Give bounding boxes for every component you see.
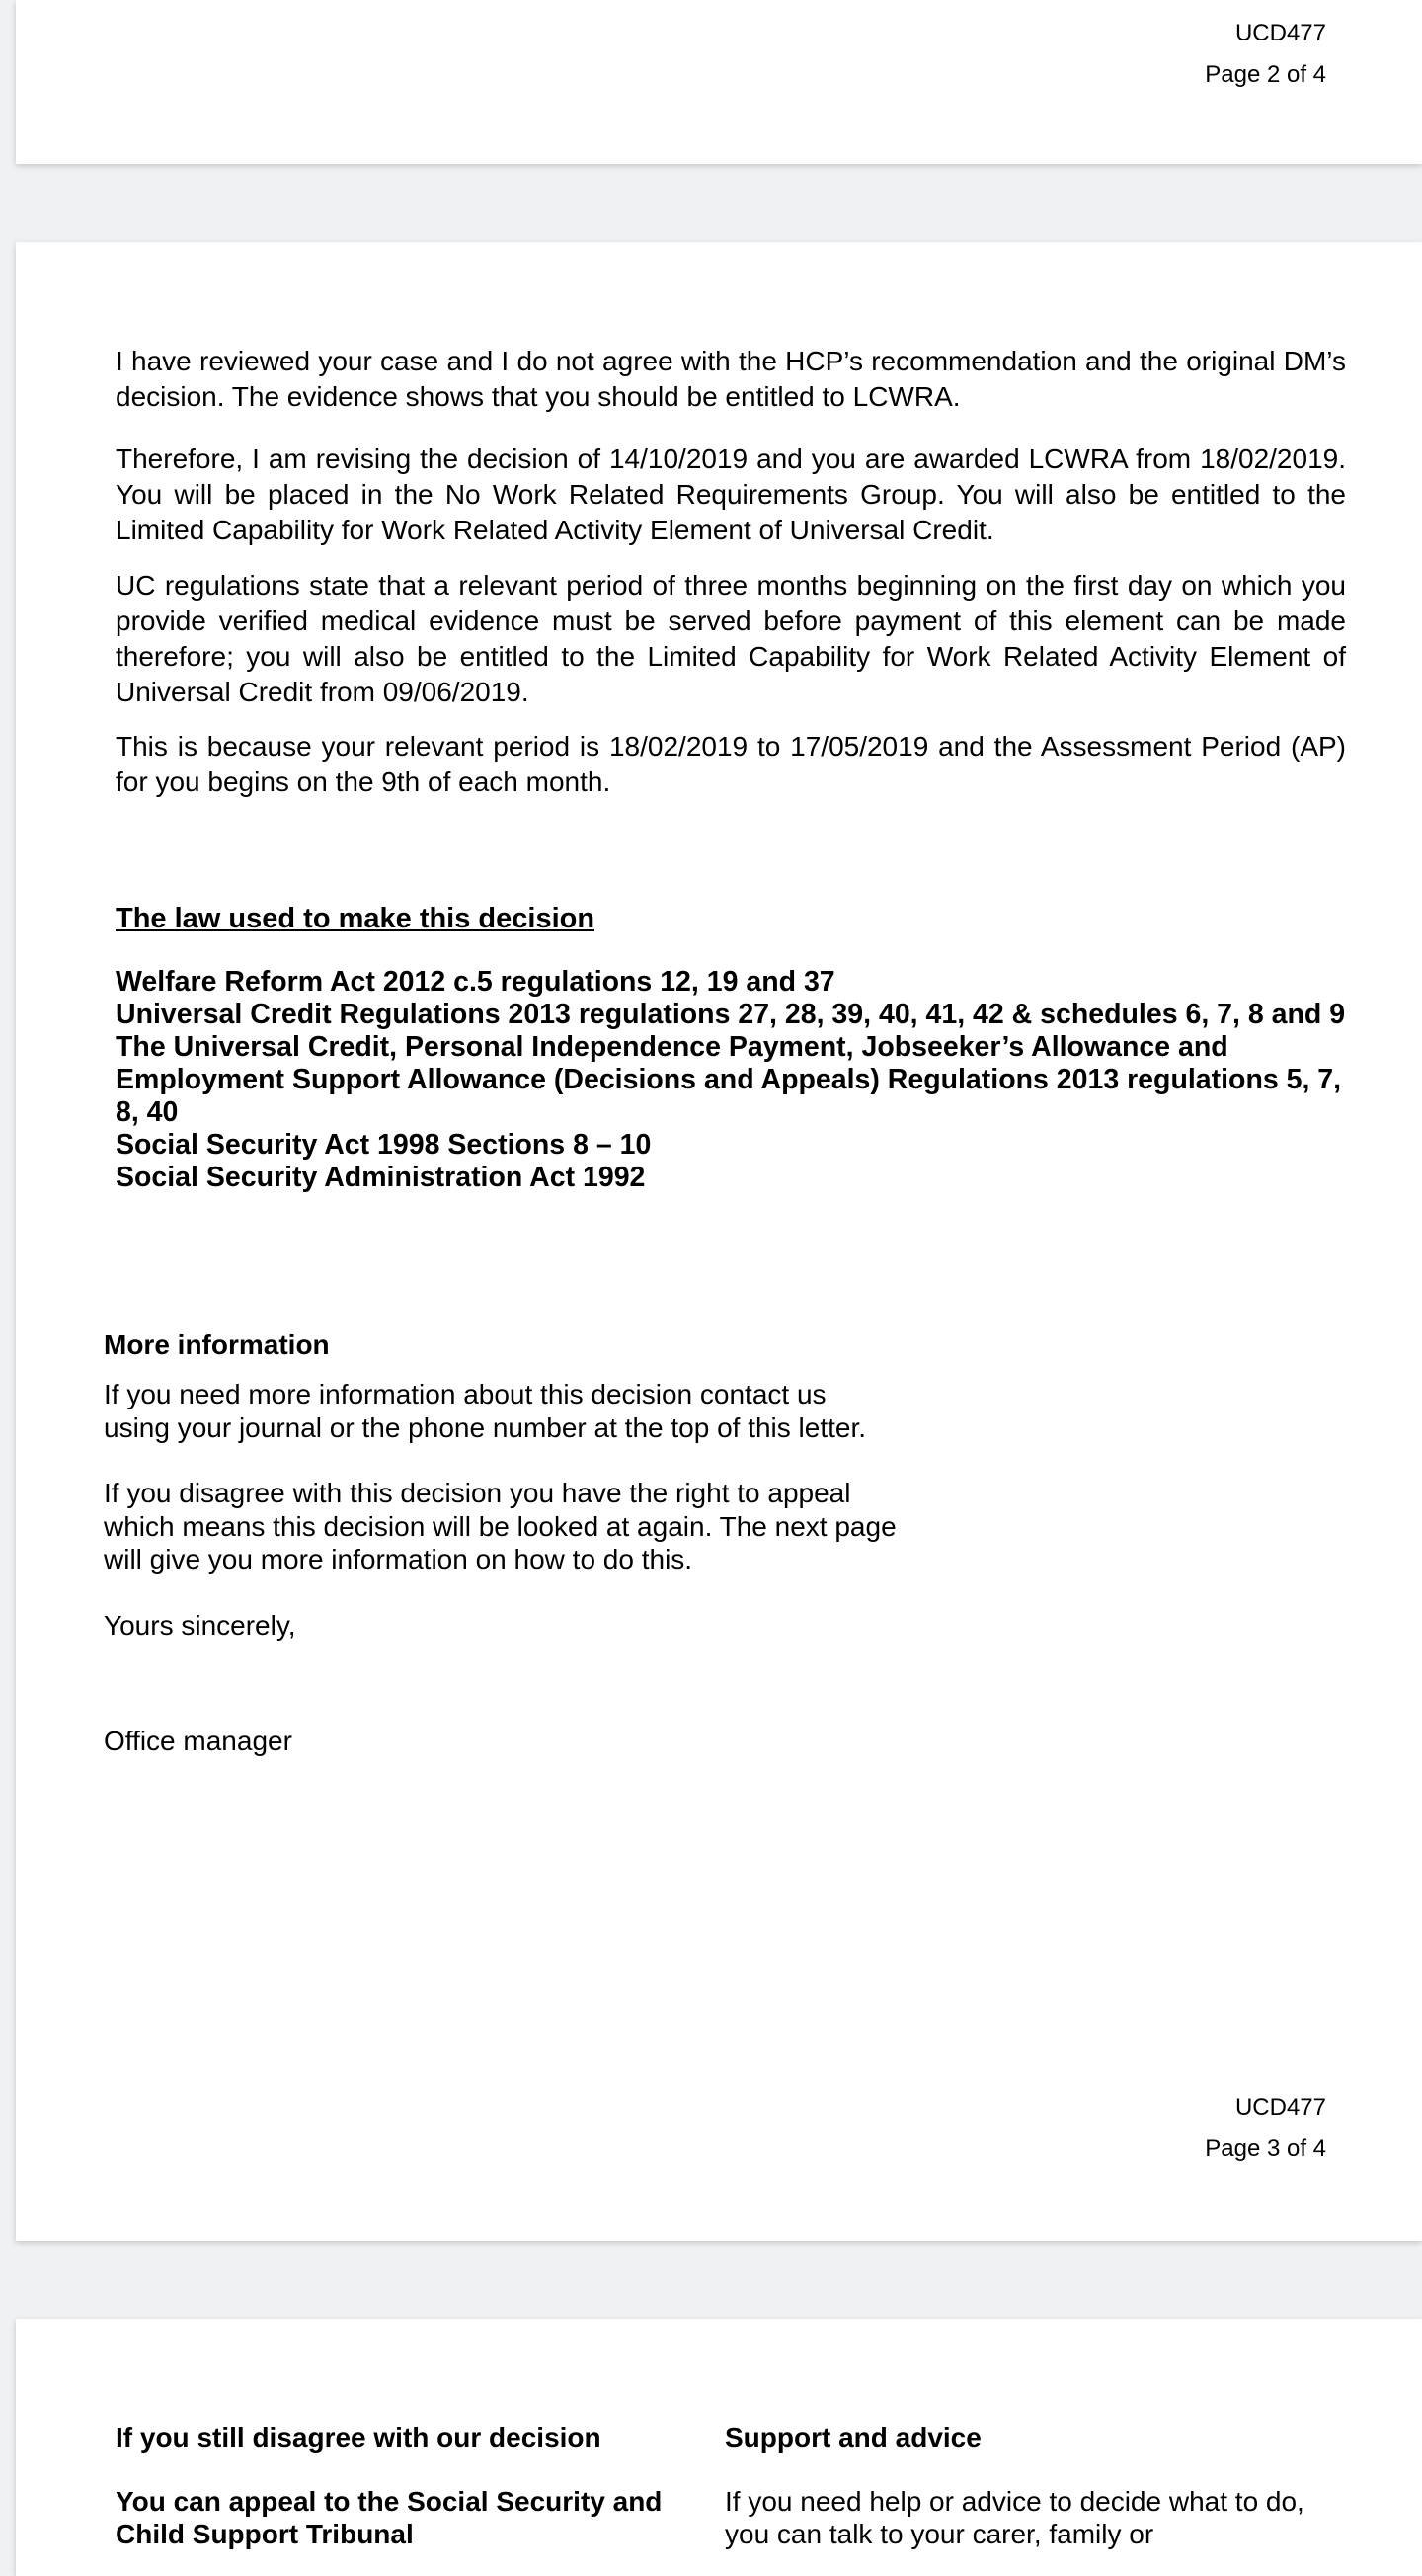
decision-paragraph: This is because your relevant period is 18/02/2019 to 17/05/2019 and the Assessment Period (AP) for you begins on the 9th of each month. bbox=[116, 731, 1346, 797]
contact-paragraph: If you need more information about this decision contact us using your journal or the phone number at the top of this letter. bbox=[104, 1379, 867, 1443]
support-advice-text: If you need help or advice to decide what to do, you can talk to your carer, family or bbox=[725, 2486, 1304, 2549]
document-code: UCD477 bbox=[1234, 20, 1326, 46]
law-item: Social Security Administration Act 1992 bbox=[116, 1162, 646, 1193]
decision-paragraph: Therefore, I am revising the decision of 14/10/2019 and you are awarded LCWRA from 18/02/2019. You will be placed in the No Work Related Requirements Group. You will also be entitled to the Limited Capability for Work Related Activity Element of Universal Credit. bbox=[116, 443, 1346, 545]
law-item: The Universal Credit, Personal Independence Payment, Jobseeker’s Allowance and Employment Support Allowance (Decisions and Appeals) Regulations 2013 regulations 5, 7, 8, 40 bbox=[116, 1031, 1342, 1128]
support-advice-heading: Support and advice bbox=[725, 2422, 982, 2453]
decision-paragraph: I have reviewed your case and I do not agree with the HCP’s recommendation and the original DM’s decision. The evidence shows that you should be entitled to LCWRA. bbox=[116, 346, 1346, 412]
appeal-tribunal-heading: You can appeal to the Social Security and Child Support Tribunal bbox=[116, 2486, 663, 2549]
page-number: Page 2 of 4 bbox=[1205, 61, 1326, 88]
document-page-2 bbox=[16, 0, 1422, 164]
document-page-3 bbox=[16, 242, 1422, 2241]
sign-off: Yours sincerely, bbox=[104, 1610, 296, 1641]
page-number: Page 3 of 4 bbox=[1205, 2135, 1326, 2162]
decision-paragraph: UC regulations state that a relevant period of three months beginning on the first day on which you provide verified medical evidence must be served before payment of this element can be made therefore; you will also be entitled to the Limited Capability for Work Related Activity Element of Universal Credit from 09/06/2019. bbox=[116, 570, 1346, 707]
signatory: Office manager bbox=[104, 1726, 292, 1756]
more-information-heading: More information bbox=[104, 1329, 330, 1360]
document-code: UCD477 bbox=[1234, 2094, 1326, 2121]
disagree-heading: If you still disagree with our decision bbox=[116, 2422, 601, 2453]
document-page-4 bbox=[16, 2319, 1422, 2576]
law-list bbox=[116, 966, 1350, 1194]
law-item: Universal Credit Regulations 2013 regulations 27, 28, 39, 40, 41, 42 & schedules 6, 7, 8 and 9 bbox=[116, 999, 1346, 1030]
law-item: Welfare Reform Act 2012 c.5 regulations 12, 19 and 37 bbox=[116, 966, 835, 998]
appeal-paragraph: If you disagree with this decision you have the right to appeal which means this decision will be looked at again. The next page will give you more information on how to do this. bbox=[104, 1478, 897, 1574]
law-heading: The law used to make this decision bbox=[116, 903, 595, 934]
law-item: Social Security Act 1998 Sections 8 – 10 bbox=[116, 1129, 652, 1161]
